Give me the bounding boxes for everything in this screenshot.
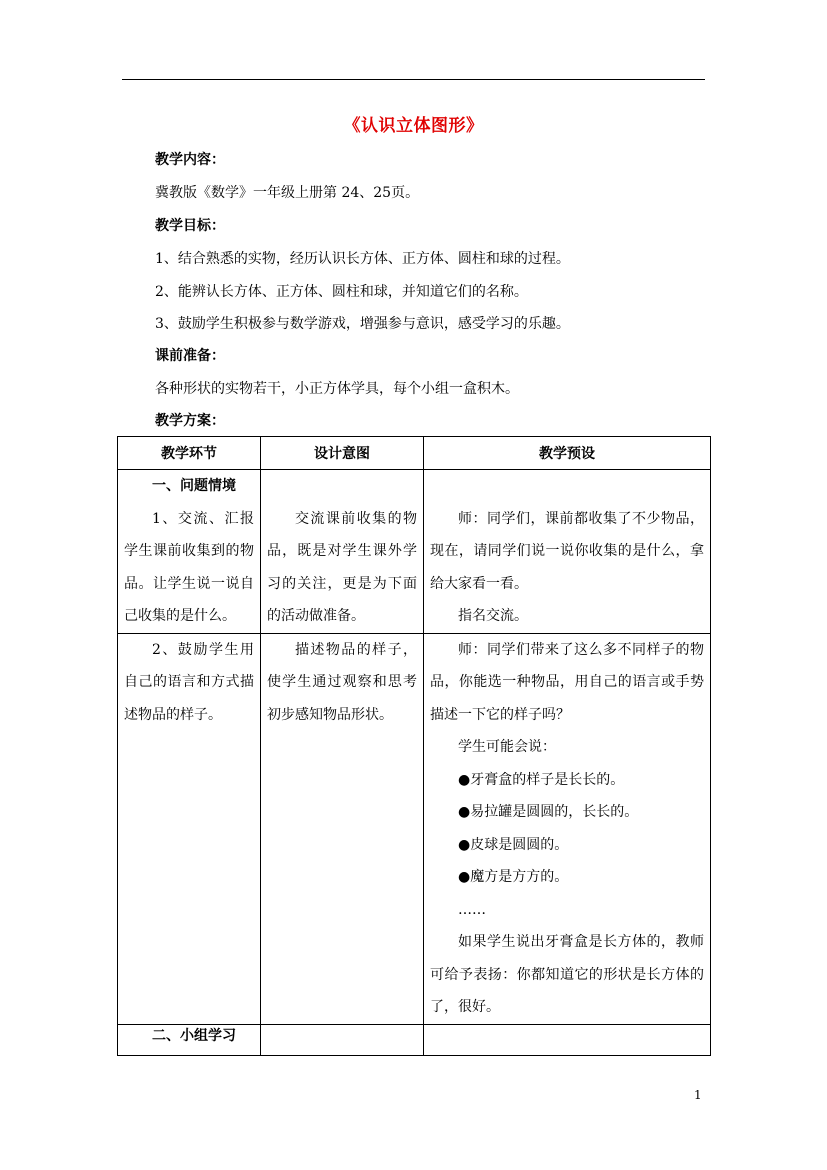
- teaching-plan-table: [117, 436, 711, 1056]
- intent-text: 交流课前收集的物品，既是对学生课外学习的关注，更是为下面的活动做准备。: [267, 510, 417, 624]
- preset-bullet: ●易拉罐是圆圆的，长长的。: [458, 804, 639, 820]
- goal-item: 1、结合熟悉的实物，经历认识长方体、正方体、圆柱和球的过程。: [155, 251, 570, 267]
- intent-cell: [261, 633, 424, 1024]
- column-header: 设计意图: [261, 437, 424, 470]
- section-title: 二、小组学习: [152, 1027, 236, 1044]
- section-title: 一、问题情境: [152, 478, 236, 494]
- column-header: 教学环节: [118, 437, 261, 470]
- goal-item: 2、能辨认长方体、正方体、圆柱和球，并知道它们的名称。: [155, 284, 528, 300]
- step-cell: [118, 470, 261, 634]
- goals-heading: 教学目标：: [155, 218, 225, 234]
- table-header-row: [118, 437, 711, 470]
- page-number: 1: [694, 1088, 702, 1102]
- preset-text: 学生可能会说：: [458, 739, 556, 755]
- preset-text: 师：同学们带来了这么多不同样子的物品，你能选一种物品，用自己的语言或手势描述一下它的样子吗？: [430, 641, 704, 723]
- content-heading: 教学内容：: [155, 152, 225, 168]
- table-row: [118, 470, 711, 634]
- preset-bullet: ●魔方是方方的。: [458, 869, 569, 885]
- preset-cell: [424, 633, 711, 1024]
- prep-heading: 课前准备：: [155, 348, 225, 364]
- preset-text: 师：同学们，课前都收集了不少物品，现在，请同学们说一说你收集的是什么，拿给大家看一看。: [430, 510, 704, 592]
- goal-item: 3、鼓励学生积极参与数学游戏，增强参与意识，感受学习的乐趣。: [155, 316, 570, 332]
- table-row: [118, 633, 711, 1024]
- plan-heading: 教学方案：: [155, 413, 225, 429]
- preset-bullet: ●皮球是圆圆的。: [458, 836, 569, 853]
- step-cell: [118, 633, 261, 1024]
- header-rule: [122, 79, 705, 80]
- preset-cell: [424, 470, 711, 634]
- document-title: 《认识立体图形》: [343, 116, 484, 136]
- intent-text: 描述物品的样子，使学生通过观察和思考初步感知物品形状。: [267, 641, 417, 723]
- preset-bullet: ●牙膏盒的样子是长长的。: [458, 771, 625, 788]
- preset-ellipsis: ……: [458, 901, 486, 918]
- preset-cell: [424, 1024, 711, 1055]
- preset-text: 指名交流。: [458, 608, 528, 624]
- intent-cell: [261, 470, 424, 634]
- step-cell: [118, 1024, 261, 1055]
- table-row: [118, 1024, 711, 1055]
- step-text: 1、交流、汇报学生课前收集到的物品。让学生说一说自己收集的是什么。: [124, 510, 254, 624]
- intent-cell: [261, 1024, 424, 1055]
- content-text: 冀教版《数学》一年级上册第 24、25页。: [155, 185, 420, 201]
- step-text: 2、鼓励学生用自己的语言和方式描述物品的样子。: [124, 641, 254, 723]
- column-header: 教学预设: [424, 437, 711, 470]
- prep-text: 各种形状的实物若干，小正方体学具，每个小组一盒积木。: [155, 381, 519, 397]
- preset-text: 如果学生说出牙膏盒是长方体的，教师可给予表扬：你都知道它的形状是长方体的了，很好。: [430, 934, 704, 1015]
